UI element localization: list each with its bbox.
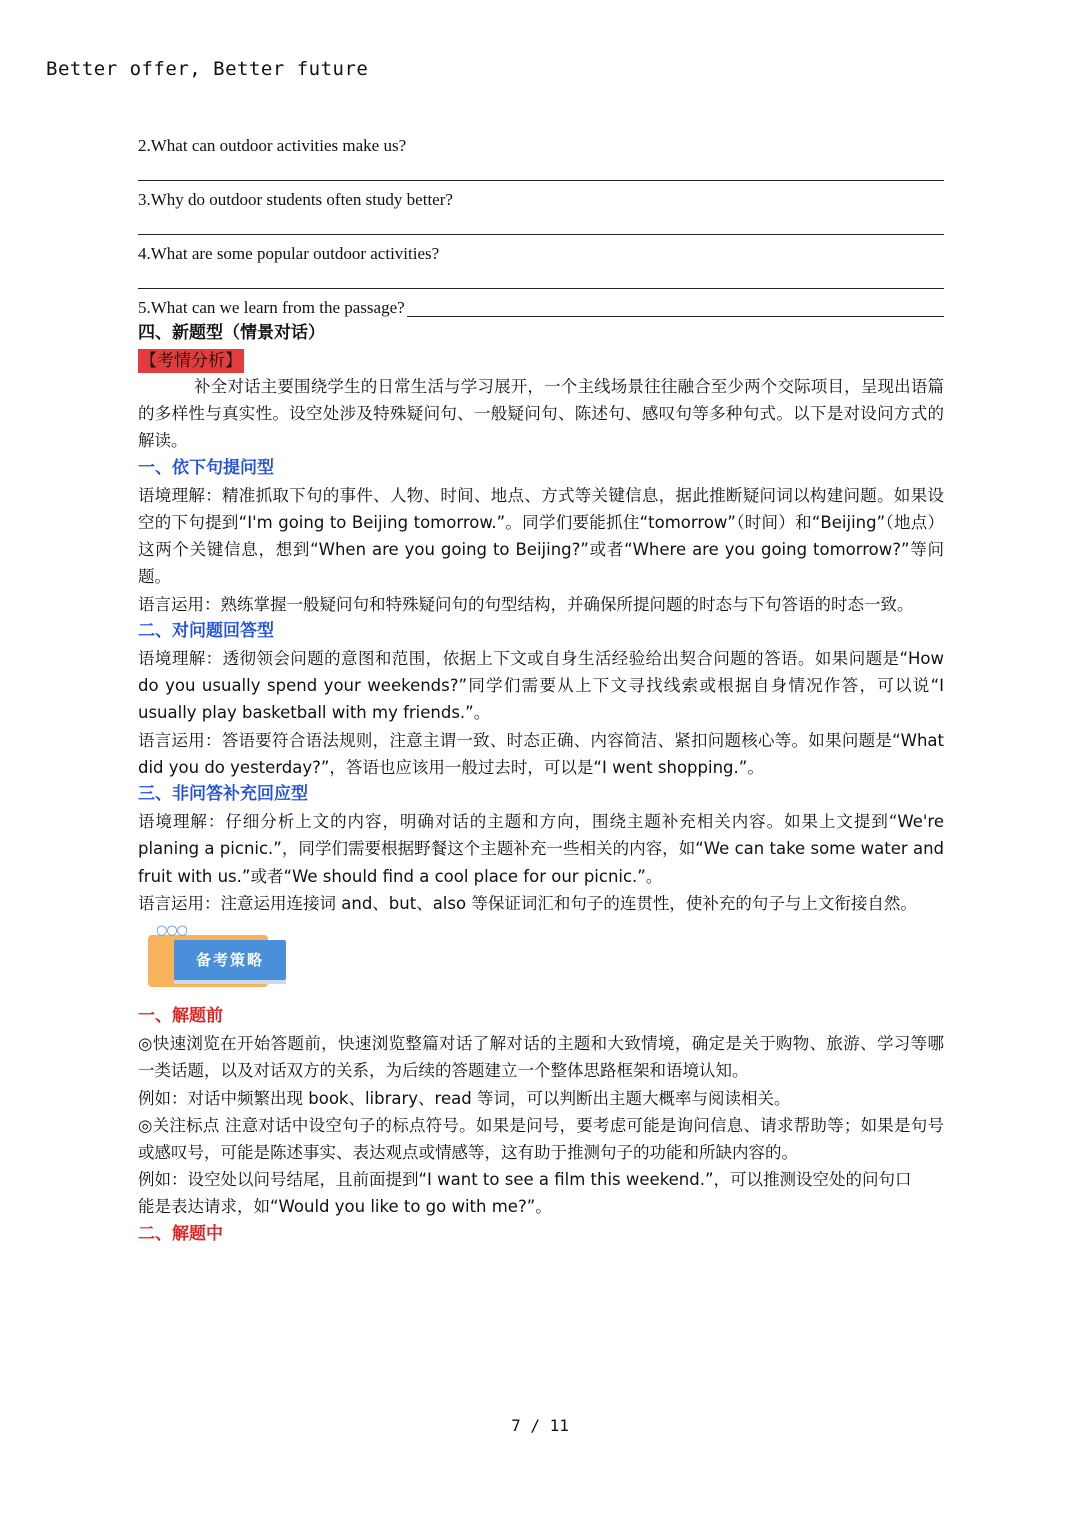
strategy-line: 例如：设空处以问号结尾，且前面提到“I want to see a film this weekend.”，可以推测设空处的问句口 bbox=[138, 1170, 912, 1190]
intro-paragraph: 补全对话主要围绕学生的日常生活与学习展开，一个主线场景往往融合至少两个交际项目，呈现出语篇的多样性与真实性。设空处涉及特殊疑问句、一般疑问句、陈述句、感叹句等多种句式。以下是对设问方式的解读。 bbox=[138, 377, 944, 451]
question-4: 4.What are some popular outdoor activities? bbox=[138, 244, 440, 263]
answer-line bbox=[407, 316, 944, 317]
strategy-line: 例如：对话中频繁出现 book、library、read 等词，可以判断出主题大概率与阅读相关。 bbox=[138, 1088, 791, 1108]
question-5-text: 5.What can we learn from the passage? bbox=[138, 298, 405, 317]
type-1-language: 语言运用：熟练掌握一般疑问句和特殊疑问句的句型结构，并确保所提问题的时态与下句答语的时态一致。 bbox=[138, 594, 914, 614]
strategy-badge bbox=[144, 923, 294, 993]
page-number: 7 / 11 bbox=[511, 1416, 569, 1435]
type-3-context: 语境理解：仔细分析上文的内容，明确对话的主题和方向，围绕主题补充相关内容。如果上文提到“We're planing a picnic.”，同学们需要根据野餐这个主题补充一些相关的内容，如“We can take some water and fruit with us.”或者“We should find a cool place for our picnic.”。 bbox=[138, 812, 944, 886]
section-title: 四、新题型（情景对话） bbox=[138, 323, 325, 343]
answer-line bbox=[138, 266, 944, 296]
type-2-context: 语境理解：透彻领会问题的意图和范围，依据上下文或自身生活经验给出契合问题的答语。如果问题是“How do you usually spend your weekends?”同学们需要从上下文寻找线索或根据自身情况作答，可以说“I usually play basketball with my friends.”。 bbox=[138, 649, 944, 723]
type-1-title: 一、依下句提问型 bbox=[138, 457, 274, 478]
type-1-context: 语境理解：精准抓取下句的事件、人物、时间、地点、方式等关键信息，据此推断疑问词以构建问题。如果设空的下句提到“I'm going to Beijing tomorrow.”。同学们要能抓住“tomorrow”（时间）和“Beijing”（地点）这两个关键信息，想到“When are you going to Beijing?”或者“Where are you going tomorrow?”等问题。 bbox=[138, 485, 944, 587]
strategy-line: ◎关注标点 注意对话中设空句子的标点符号。如果是问号，要考虑可能是询问信息、请求帮助等；如果是句号或感叹号，可能是陈述事实、表达观点或情感等，这有助于推测句子的功能和所缺内容的。 bbox=[138, 1115, 944, 1163]
during-solving-title: 二、解题中 bbox=[138, 1223, 223, 1244]
strategy-line: 能是表达请求，如“Would you like to go with me?”。 bbox=[138, 1197, 552, 1217]
strategy-line: ◎快速浏览在开始答题前，快速浏览整篇对话了解对话的主题和大致情境，确定是关于购物、旅游、学习等哪一类话题，以及对话双方的关系，为后续的答题建立一个整体思路框架和语境认知。 bbox=[138, 1034, 944, 1081]
question-2: 2.What can outdoor activities make us? bbox=[138, 136, 407, 155]
type-2-language: 语言运用：答语要符合语法规则，注意主谓一致、时态正确、内容简洁、紧扣问题核心等。如果问题是“What did you do yesterday?”，答语也应该用一般过去时，可以是“I went shopping.”。 bbox=[138, 730, 944, 777]
answer-line bbox=[138, 212, 944, 242]
question-3: 3.Why do outdoor students often study better? bbox=[138, 190, 453, 209]
type-3-title: 三、非问答补充回应型 bbox=[138, 784, 308, 805]
page-header: Better offer, Better future bbox=[46, 58, 369, 80]
question-5 bbox=[138, 296, 944, 320]
answer-line bbox=[138, 158, 944, 188]
analysis-tag: 【考情分析】 bbox=[140, 351, 242, 371]
ring-binder-icon: ○○○ bbox=[156, 923, 188, 939]
document-body bbox=[138, 134, 944, 1248]
before-solving-title: 一、解题前 bbox=[138, 1006, 223, 1027]
strategy-badge-label: 备考策略 bbox=[174, 940, 286, 980]
type-2-title: 二、对问题回答型 bbox=[138, 620, 274, 641]
type-3-language: 语言运用：注意运用连接词 and、but、also 等保证词汇和句子的连贯性，使补充的句子与上文衔接自然。 bbox=[138, 893, 917, 913]
